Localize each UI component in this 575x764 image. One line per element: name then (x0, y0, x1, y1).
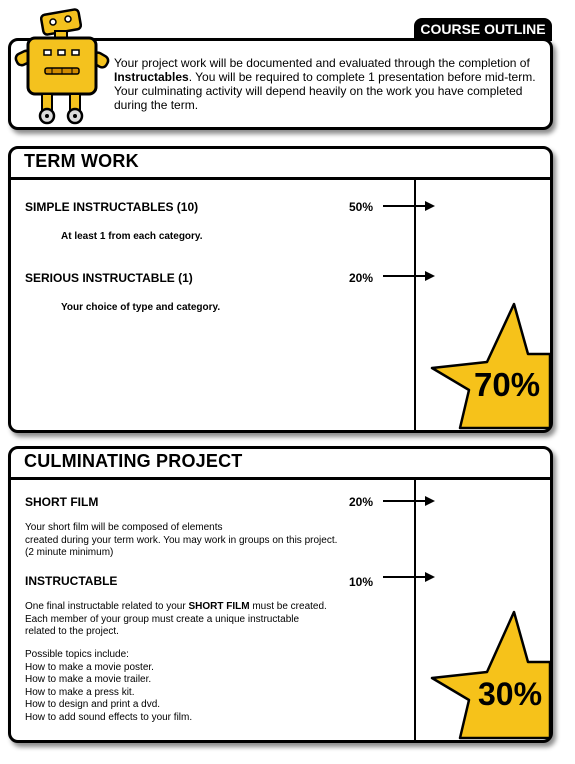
culminating-total-star (429, 610, 551, 740)
robot-mascot (12, 4, 112, 130)
culminating-divider (414, 477, 416, 740)
short-film-bold: SHORT FILM (188, 601, 250, 612)
topics-heading: Possible topics include: (25, 649, 129, 660)
simple-instructables-percent: 50% (349, 200, 374, 214)
list-item: How to make a press kit. (25, 686, 135, 698)
list-item: How to design and print a dvd. (25, 699, 161, 710)
intro-paragraph: Your project work will be documented and evaluated through the completion of Instructables. You will be required to complete 1 presentation before mid-term. Your culminating activity will depend heavily on the work you have completed during the term. (114, 56, 536, 112)
right-arrow-icon (383, 201, 435, 211)
possible-topics-list (25, 649, 192, 724)
term-work-total: 70% (474, 366, 541, 403)
serious-instructable-label: SERIOUS INSTRUCTABLE (1) (25, 271, 193, 285)
list-item: How to make a movie poster. (25, 661, 154, 673)
culminating-project-title: CULMINATING PROJECT (24, 451, 243, 471)
course-outline-tab: COURSE OUTLINE (414, 18, 552, 41)
serious-instructable-note: Your choice of type and category. (61, 302, 221, 313)
short-film-label: SHORT FILM (25, 495, 99, 509)
list-item: How to add sound effects to your film. (25, 711, 193, 723)
instructable-percent: 10% (349, 575, 374, 589)
short-film-percent: 20% (349, 495, 374, 509)
right-arrow-icon (383, 496, 435, 506)
instructable-label: INSTRUCTABLE (25, 574, 118, 588)
culminating-project-header (11, 449, 550, 480)
instructable-description: One final instructable related to your SHORT FILM must be created. Each member of your group must create a unique instructable related to the project. (25, 601, 327, 637)
intro-bold-term: Instructables (114, 70, 189, 84)
term-work-divider (414, 177, 416, 430)
term-work-header (11, 149, 550, 180)
term-work-title: TERM WORK (24, 151, 139, 171)
right-arrow-icon (383, 572, 435, 582)
simple-instructables-label: SIMPLE INSTRUCTABLES (10) (25, 200, 199, 214)
list-item: How to make a movie trailer. (25, 674, 152, 685)
short-film-description: Your short film will be composed of elements created during your term work. You may work in groups on this project. (2 minute minimum) (25, 522, 338, 558)
right-arrow-icon (383, 271, 435, 281)
serious-instructable-percent: 20% (349, 271, 374, 285)
simple-instructables-note: At least 1 from each category. (61, 231, 203, 242)
culminating-total: 30% (478, 676, 543, 712)
